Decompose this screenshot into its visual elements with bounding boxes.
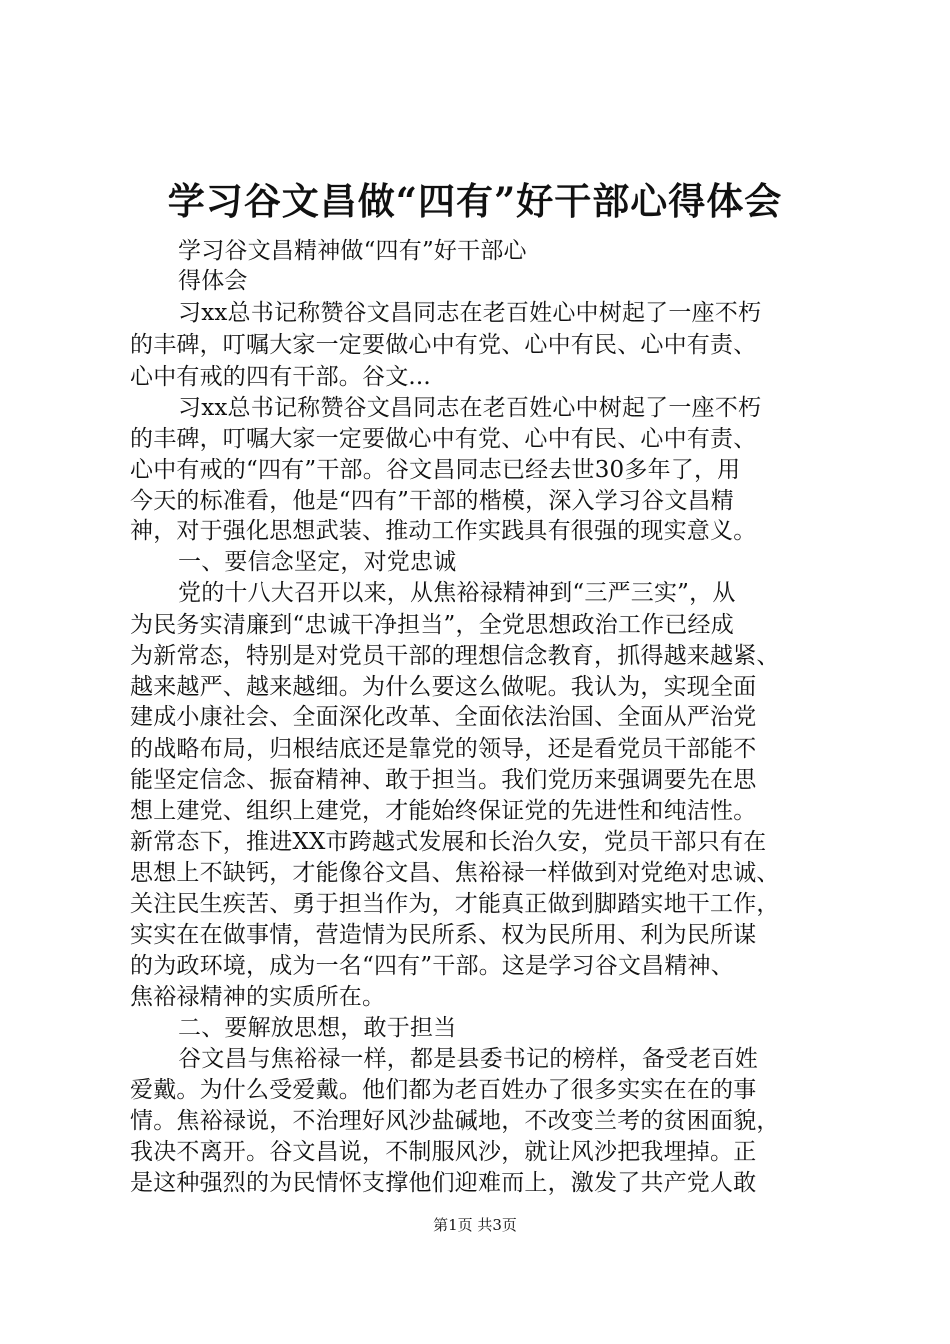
- text-line: 党的十八大召开以来，从焦裕禄精神到“三严三实”，从: [178, 580, 736, 606]
- text-line: 为民务实清廉到“忠诚干净担当”，全党思想政治工作已经成: [130, 612, 734, 638]
- text-line: 想上建党、组织上建党，才能始终保证党的先进性和纯洁性。: [130, 798, 757, 824]
- text-line: 是这种强烈的为民情怀支撑他们迎难而上，激发了共产党人敢: [130, 1170, 757, 1196]
- text-line: 神，对于强化思想武装、推动工作实践具有很强的现实意义。: [130, 518, 757, 544]
- text-line: 谷文昌与焦裕禄一样，都是县委书记的榜样，备受老百姓: [178, 1046, 758, 1072]
- text-line: 新常态下，推进XX市跨越式发展和长治久安，党员干部只有在: [130, 829, 767, 855]
- document-title: 学习谷文昌做“四有”好干部心得体会: [167, 179, 783, 223]
- text-line: 思想上不缺钙，才能像谷文昌、焦裕禄一样做到对党绝对忠诚、: [130, 860, 780, 886]
- page-footer: 第1页 共3页: [433, 1216, 517, 1234]
- text-line: 得体会: [178, 268, 248, 294]
- text-line: 心中有戒的“四有”干部。谷文昌同志已经去世30多年了，用: [130, 457, 741, 483]
- text-line: 情。焦裕禄说，不治理好风沙盐碱地，不改变兰考的贫困面貌，: [130, 1108, 780, 1134]
- text-line: 的为政环境，成为一名“四有”干部。这是学习谷文昌精神、: [130, 953, 734, 979]
- section-heading: 二、要解放思想，敢于担当: [178, 1015, 457, 1041]
- text-line: 心中有戒的四有干部。谷文...: [130, 364, 431, 390]
- text-line: 习xx总书记称赞谷文昌同志在老百姓心中树起了一座不朽: [178, 300, 762, 326]
- section-heading: 一、要信念坚定，对党忠诚: [178, 549, 457, 575]
- text-line: 建成小康社会、全面深化改革、全面依法治国、全面从严治党: [130, 704, 757, 730]
- text-line: 实实在在做事情，营造情为民所系、权为民所用、利为民所谋: [130, 922, 757, 948]
- text-line: 为新常态，特别是对党员干部的理想信念教育，抓得越来越紧、: [130, 643, 780, 669]
- text-line: 焦裕禄精神的实质所在。: [130, 984, 386, 1010]
- text-line: 越来越严、越来越细。为什么要这么做呢。我认为，实现全面: [130, 674, 757, 700]
- text-line: 的战略布局，归根结底还是靠党的领导，还是看党员干部能不: [130, 736, 757, 762]
- text-line: 学习谷文昌精神做“四有”好干部心: [178, 238, 527, 264]
- text-line: 的丰碑，叮嘱大家一定要做心中有党、心中有民、心中有责、: [130, 332, 757, 358]
- text-line: 今天的标准看，他是“四有”干部的楷模，深入学习谷文昌精: [130, 488, 734, 514]
- text-line: 习xx总书记称赞谷文昌同志在老百姓心中树起了一座不朽: [178, 395, 762, 421]
- text-line: 能坚定信念、振奋精神、敢于担当。我们党历来强调要先在思: [130, 767, 757, 793]
- text-line: 的丰碑，叮嘱大家一定要做心中有党、心中有民、心中有责、: [130, 426, 757, 452]
- text-line: 我决不离开。谷文昌说，不制服风沙，就让风沙把我埋掉。正: [130, 1139, 757, 1165]
- text-line: 爱戴。为什么受爱戴。他们都为老百姓办了很多实实在在的事: [130, 1077, 757, 1103]
- text-line: 关注民生疾苦、勇于担当作为，才能真正做到脚踏实地干工作，: [130, 891, 780, 917]
